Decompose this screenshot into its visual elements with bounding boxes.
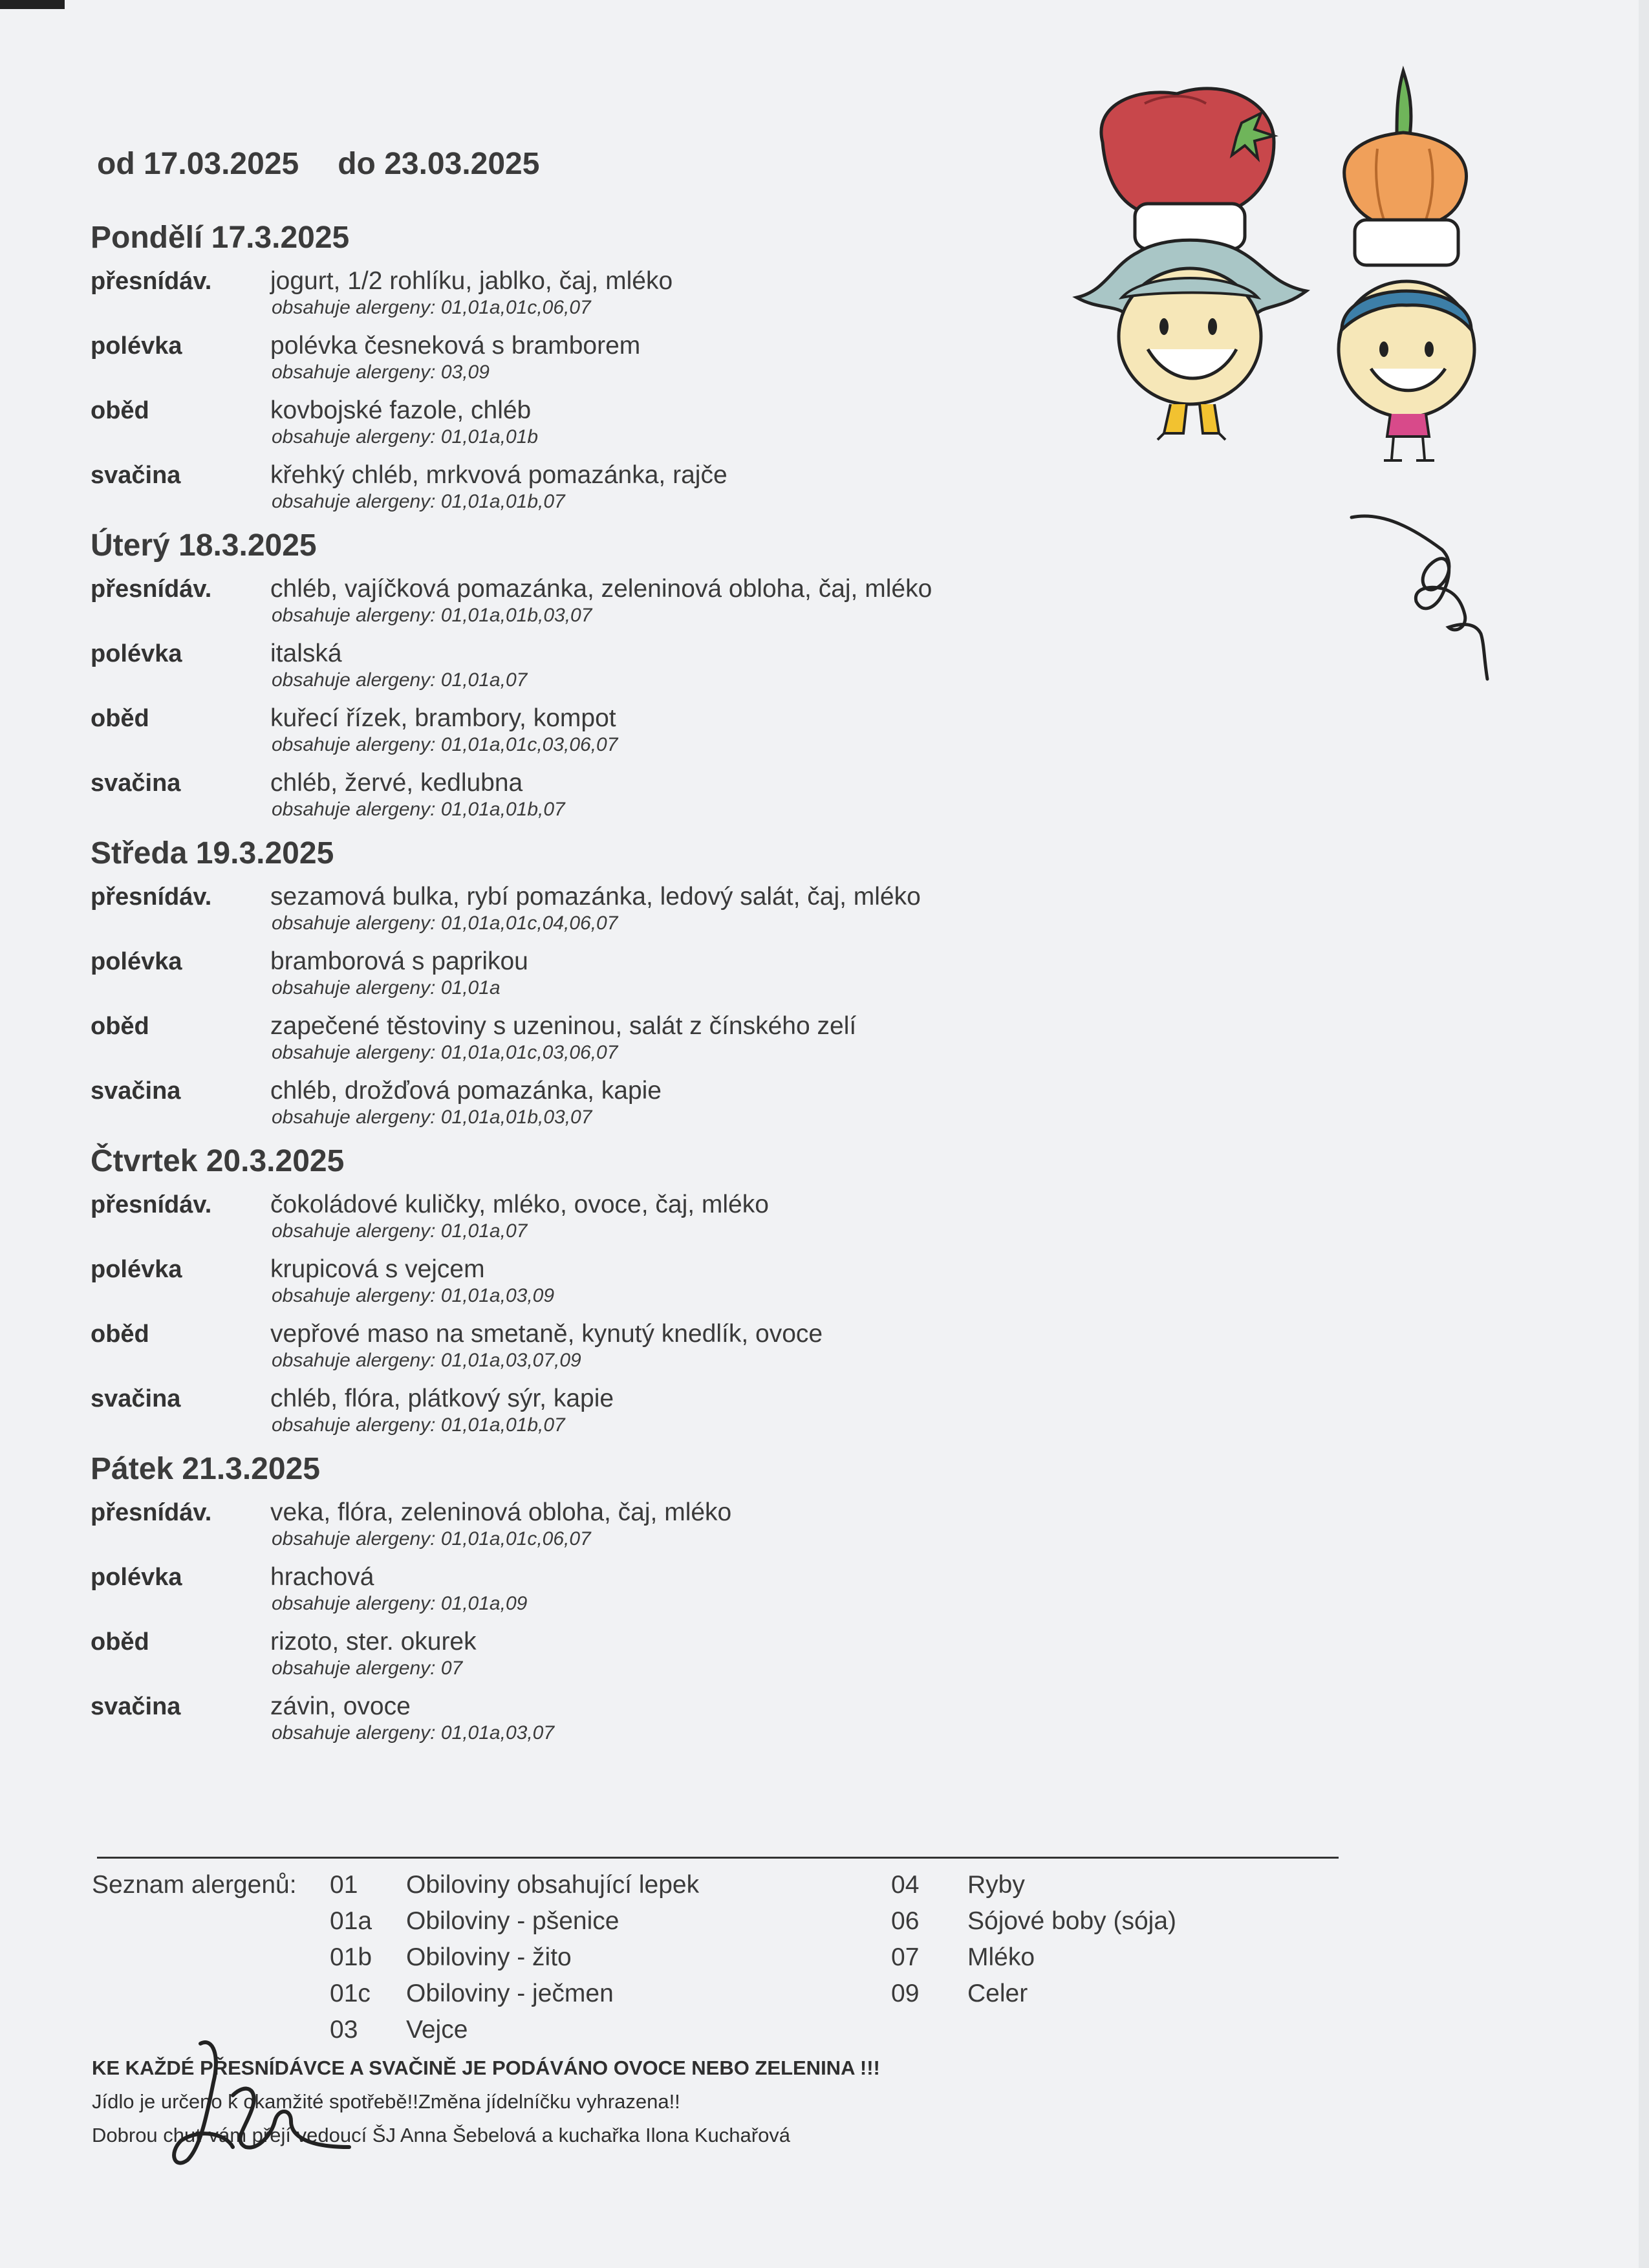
meal-allergens: obsahuje alergeny: 01,01a,01c,03,06,07: [272, 1042, 618, 1063]
meal-allergens: obsahuje alergeny: 01,01a,01c,03,06,07: [272, 734, 618, 755]
allergen-name: Obiloviny obsahující lepek: [406, 1871, 700, 1899]
meal-label: svačina: [91, 1385, 181, 1412]
meal-food: polévka česneková s bramborem: [270, 332, 641, 360]
allergen-name: Obiloviny - žito: [406, 1943, 572, 1971]
meal-allergens: obsahuje alergeny: 01,01a: [272, 977, 501, 999]
meal-row: [91, 395, 1190, 460]
meal-food: křehký chléb, mrkvová pomazánka, rajče: [270, 461, 727, 489]
meal-row: [91, 460, 1190, 524]
meal-allergens: obsahuje alergeny: 03,09: [272, 362, 490, 383]
signature-top: [1345, 504, 1513, 686]
meal-allergens: obsahuje alergeny: 01,01a,01c,04,06,07: [272, 913, 618, 934]
day-title: Čtvrtek 20.3.2025: [91, 1144, 345, 1178]
meal-allergens: obsahuje alergeny: 01,01a,01b,03,07: [272, 605, 592, 626]
meal-row: [91, 1254, 1190, 1319]
meal-allergens: obsahuje alergeny: 01,01a,09: [272, 1593, 528, 1614]
signature-bottom: [162, 2018, 356, 2186]
allergen-name: Vejce: [406, 2016, 468, 2044]
date-range: [97, 146, 539, 182]
allergen-code: 01a: [330, 1907, 372, 1935]
day-title: Středa 19.3.2025: [91, 836, 334, 870]
meal-label: polévka: [91, 1256, 182, 1283]
meal-allergens: obsahuje alergeny: 01,01a,01b,07: [272, 491, 565, 512]
allergen-name: Ryby: [967, 1871, 1025, 1899]
meal-label: přesnídáv.: [91, 883, 212, 911]
day-title: Pátek 21.3.2025: [91, 1452, 320, 1486]
meal-row: [91, 1562, 1190, 1626]
allergen-code: 04: [891, 1871, 920, 1899]
day-block: [91, 1140, 1190, 1448]
meal-row: [91, 1383, 1190, 1448]
consumption-note: Jídlo je určeno k okamžité spotřebě!!Změna jídelníčku vyhrazena!!: [92, 2090, 680, 2113]
meal-allergens: obsahuje alergeny: 01,01a,01c,06,07: [272, 1528, 591, 1550]
meal-label: svačina: [91, 462, 181, 489]
allergen-code: 01b: [330, 1943, 372, 1971]
meal-row: [91, 1691, 1190, 1756]
meal-label: svačina: [91, 1693, 181, 1720]
meal-food: kuřecí řízek, brambory, kompot: [270, 704, 616, 732]
allergen-code: 01c: [330, 1980, 371, 2007]
meal-food: vepřové maso na smetaně, kynutý knedlík, ovoce: [270, 1320, 823, 1348]
meal-label: přesnídáv.: [91, 1499, 212, 1526]
meal-food: hrachová: [270, 1563, 374, 1591]
meal-label: oběd: [91, 397, 149, 424]
meal-row: [91, 946, 1190, 1011]
meal-row: [91, 703, 1190, 768]
day-block: [91, 1448, 1190, 1756]
meal-row: [91, 266, 1190, 330]
meal-row: [91, 1626, 1190, 1691]
allergen-name: Sójové boby (sója): [967, 1907, 1177, 1935]
day-block: [91, 832, 1190, 1140]
meal-allergens: obsahuje alergeny: 01,01a,03,07: [272, 1722, 555, 1744]
meal-label: oběd: [91, 1628, 149, 1656]
meal-label: přesnídáv.: [91, 268, 212, 295]
allergen-legend-label: Seznam alergenů:: [92, 1871, 297, 1899]
fruit-note: KE KAŽDÉ PŘESNÍDÁVCE A SVAČINĚ JE PODÁVÁNO OVOCE NEBO ZELENINA !!!: [92, 2057, 880, 2079]
meal-food: chléb, žervé, kedlubna: [270, 769, 523, 797]
meal-row: [91, 768, 1190, 832]
meal-allergens: obsahuje alergeny: 01,01a,01b,03,07: [272, 1107, 592, 1128]
meal-allergens: obsahuje alergeny: 07: [272, 1658, 463, 1679]
allergen-name: Mléko: [967, 1943, 1035, 1971]
meal-food: chléb, flóra, plátkový sýr, kapie: [270, 1385, 614, 1412]
meal-allergens: obsahuje alergeny: 01,01a,01b,07: [272, 799, 565, 820]
day-title: Pondělí 17.3.2025: [91, 221, 350, 255]
allergen-name: Obiloviny - ječmen: [406, 1980, 614, 2007]
allergen-code: 03: [330, 2016, 358, 2044]
allergen-name: Obiloviny - pšenice: [406, 1907, 620, 1935]
divider-line: [97, 1857, 1339, 1859]
meal-row: [91, 638, 1190, 703]
meal-label: svačina: [91, 1077, 181, 1105]
meal-allergens: obsahuje alergeny: 01,01a,07: [272, 1220, 528, 1242]
meal-food: chléb, vajíčková pomazánka, zeleninová obloha, čaj, mléko: [270, 575, 932, 603]
meal-food: bramborová s paprikou: [270, 947, 528, 975]
meal-label: polévka: [91, 332, 182, 360]
meal-food: čokoládové kuličky, mléko, ovoce, čaj, mléko: [270, 1191, 769, 1218]
meal-row: [91, 330, 1190, 395]
meal-label: oběd: [91, 705, 149, 732]
meal-allergens: obsahuje alergeny: 01,01a,01b: [272, 426, 539, 448]
allergen-code: 09: [891, 1980, 920, 2007]
meal-allergens: obsahuje alergeny: 01,01a,03,09: [272, 1285, 555, 1306]
allergen-code: 07: [891, 1943, 920, 1971]
day-block: [91, 524, 1190, 832]
menu-days: [91, 217, 1190, 1756]
meal-allergens: obsahuje alergeny: 01,01a,01b,07: [272, 1414, 565, 1436]
allergen-code: 06: [891, 1907, 920, 1935]
meal-food: veka, flóra, zeleninová obloha, čaj, mléko: [270, 1498, 732, 1526]
meal-label: polévka: [91, 1564, 182, 1591]
meal-label: svačina: [91, 770, 181, 797]
meal-food: chléb, drožďová pomazánka, kapie: [270, 1077, 662, 1105]
meal-label: oběd: [91, 1321, 149, 1348]
meal-food: kovbojské fazole, chléb: [270, 396, 532, 424]
meal-label: přesnídáv.: [91, 576, 212, 603]
meal-label: oběd: [91, 1013, 149, 1040]
day-block: [91, 217, 1190, 524]
meal-label: polévka: [91, 640, 182, 667]
date-from: od 17.03.2025: [97, 147, 299, 181]
day-title: Úterý 18.3.2025: [91, 528, 317, 563]
meal-row: [91, 1319, 1190, 1383]
meal-row: [91, 881, 1190, 946]
meal-row: [91, 1011, 1190, 1075]
meal-label: polévka: [91, 948, 182, 975]
onion-kid: [1339, 71, 1474, 460]
meal-food: sezamová bulka, rybí pomazánka, ledový salát, čaj, mléko: [270, 883, 921, 911]
date-to: do 23.03.2025: [338, 147, 540, 181]
meal-row: [91, 1189, 1190, 1254]
meal-allergens: obsahuje alergeny: 01,01a,01c,06,07: [272, 297, 591, 318]
meal-row: [91, 1075, 1190, 1140]
meal-allergens: obsahuje alergeny: 01,01a,03,07,09: [272, 1350, 581, 1371]
greeting-note: Dobrou chuť vám přejí vedoucí ŠJ Anna Šebelová a kuchařka Ilona Kuchařová: [92, 2124, 791, 2146]
allergen-code: 01: [330, 1871, 358, 1899]
allergen-name: Celer: [967, 1980, 1028, 2007]
meal-label: přesnídáv.: [91, 1191, 212, 1218]
meal-food: jogurt, 1/2 rohlíku, jablko, čaj, mléko: [270, 267, 673, 295]
meal-allergens: obsahuje alergeny: 01,01a,07: [272, 669, 528, 691]
meal-food: závin, ovoce: [270, 1692, 411, 1720]
meal-food: rizoto, ster. okurek: [270, 1628, 477, 1656]
meal-food: italská: [270, 640, 342, 667]
meal-row: [91, 574, 1190, 638]
meal-food: zapečené těstoviny s uzeninou, salát z čínského zelí: [270, 1012, 857, 1040]
meal-food: krupicová s vejcem: [270, 1255, 485, 1283]
meal-row: [91, 1497, 1190, 1562]
